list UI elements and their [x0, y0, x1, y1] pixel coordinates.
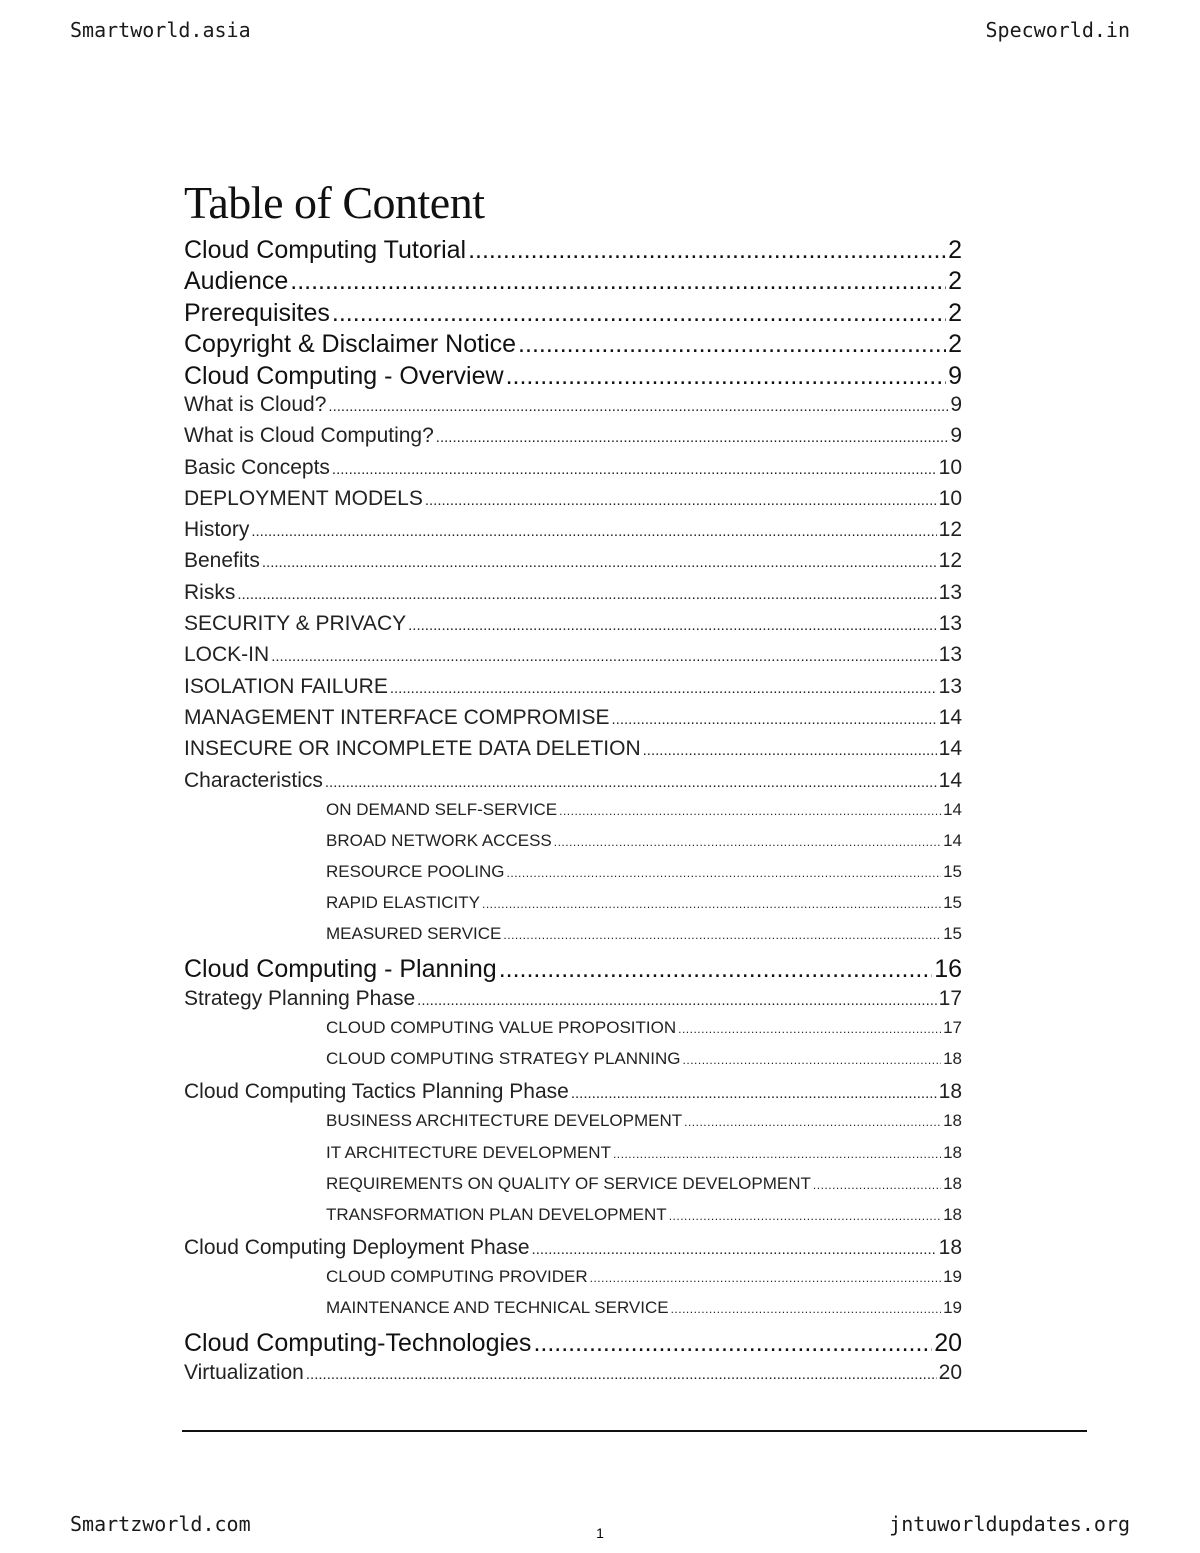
toc-entry-label: BROAD NETWORK ACCESS	[326, 830, 552, 850]
toc-entry-label: TRANSFORMATION PLAN DEVELOPMENT	[326, 1204, 667, 1224]
toc-entry-page: 18	[943, 1204, 962, 1224]
toc-entry-page: 18	[943, 1142, 962, 1162]
toc-leader-dots	[532, 1241, 937, 1258]
toc-entry-page: 10	[938, 486, 962, 510]
toc-entry-page: 12	[938, 518, 962, 542]
toc-entry-page: 18	[943, 1173, 962, 1193]
toc-leader-dots	[328, 398, 948, 415]
toc-entry[interactable]	[184, 518, 962, 549]
toc-entry-page: 14	[938, 768, 962, 792]
toc-entry-page: 17	[943, 1017, 962, 1037]
toc-entry-page: 9	[950, 392, 962, 416]
toc-entry-page: 15	[943, 893, 962, 913]
toc-leader-dots	[425, 492, 937, 509]
toc-entry[interactable]	[184, 893, 962, 924]
toc-leader-dots	[436, 429, 949, 446]
toc-entry-label: Copyright & Disclaimer Notice	[184, 330, 517, 359]
toc-entry-label: What is Cloud Computing?	[184, 424, 434, 448]
toc-leader-dots	[590, 1271, 941, 1285]
toc-leader-dots	[271, 648, 936, 665]
toc-leader-dots	[518, 330, 946, 359]
toc-leader-dots	[506, 362, 947, 391]
toc-leader-dots	[559, 804, 941, 818]
toc-leader-dots	[499, 955, 933, 984]
toc-leader-dots	[503, 928, 941, 942]
toc-entry[interactable]	[184, 706, 962, 737]
toc-entry[interactable]	[184, 769, 962, 800]
toc-entry[interactable]	[184, 737, 962, 768]
toc-entry[interactable]	[184, 643, 962, 674]
footer-left-site: Smartzworld.com	[70, 1512, 251, 1536]
toc-entry[interactable]	[184, 362, 962, 393]
toc-leader-dots	[507, 866, 942, 880]
toc-leader-dots	[290, 267, 946, 296]
toc-entry-page: 12	[938, 549, 962, 573]
toc-leader-dots	[262, 554, 937, 571]
toc-entry-label: SECURITY & PRIVACY	[184, 612, 407, 636]
toc-entry-page: 9	[948, 361, 962, 390]
toc-entry[interactable]	[184, 549, 962, 580]
toc-entry-page: 14	[943, 799, 962, 819]
toc-entry-label: INSECURE OR INCOMPLETE DATA DELETION	[184, 737, 641, 761]
toc-entry-label: ISOLATION FAILURE	[184, 674, 388, 698]
toc-entry-page: 18	[938, 1235, 962, 1259]
toc-entry-label: Cloud Computing-Technologies	[184, 1329, 532, 1358]
toc-entry-page: 2	[948, 236, 962, 264]
toc-entry-page: 14	[943, 830, 962, 850]
toc-entry[interactable]	[184, 393, 962, 424]
toc-leader-dots	[669, 1209, 941, 1223]
toc-entry[interactable]	[184, 800, 962, 831]
toc-entry-page: 18	[938, 1080, 962, 1104]
toc-entry[interactable]	[184, 487, 962, 518]
toc-entry-page: 20	[938, 1360, 962, 1384]
toc-entry-page: 13	[938, 580, 962, 604]
toc-entry-label: Cloud Computing - Planning	[184, 955, 497, 984]
toc-entry-page: 10	[938, 455, 962, 479]
toc-leader-dots	[325, 774, 937, 791]
toc-entry[interactable]	[184, 987, 962, 1018]
toc-entry[interactable]	[184, 330, 962, 361]
toc-leader-dots	[306, 1366, 937, 1383]
toc-entry[interactable]	[184, 1298, 962, 1329]
toc-entry-page: 14	[938, 737, 962, 761]
toc-leader-dots	[813, 1178, 941, 1192]
toc-entry[interactable]	[184, 1143, 962, 1174]
toc-entry-label: BUSINESS ARCHITECTURE DEVELOPMENT	[326, 1111, 683, 1131]
footer-right-site: jntuworldupdates.org	[889, 1512, 1130, 1536]
toc-entry-label: Cloud Computing Tactics Planning Phase	[184, 1080, 569, 1104]
toc-entry-label: IT ARCHITECTURE DEVELOPMENT	[326, 1142, 611, 1162]
toc-entry-label: Risks	[184, 580, 236, 604]
toc-entry[interactable]	[184, 924, 962, 955]
toc-entry-label: Basic Concepts	[184, 455, 330, 479]
toc-entry-label: RAPID ELASTICITY	[326, 893, 480, 913]
toc-entry-label: CLOUD COMPUTING VALUE PROPOSITION	[326, 1017, 677, 1037]
toc-entry-label: Strategy Planning Phase	[184, 986, 416, 1010]
toc-entry-label: RESOURCE POOLING	[326, 862, 505, 881]
toc-entry-page: 13	[938, 674, 962, 698]
header-right-site: Specworld.in	[985, 18, 1130, 42]
toc-entry-label: Virtualization	[184, 1360, 304, 1384]
toc-entry-label: Characteristics	[184, 768, 323, 792]
toc-entry-page: 18	[943, 1049, 962, 1069]
toc-entry-label: Cloud Computing Tutorial	[184, 236, 467, 264]
toc-entry[interactable]	[184, 612, 962, 643]
toc-leader-dots	[237, 586, 936, 603]
toc-leader-dots	[554, 835, 941, 849]
toc-entry-page: 15	[943, 862, 962, 881]
toc-entry-page: 2	[948, 298, 962, 327]
toc-entry[interactable]	[184, 236, 962, 267]
toc-entry-page: 13	[938, 643, 962, 667]
toc-entry[interactable]	[184, 424, 962, 455]
toc-leader-dots	[684, 1115, 941, 1129]
toc-leader-dots	[612, 711, 937, 728]
toc-entry-page: 16	[934, 955, 962, 984]
toc-entry[interactable]	[184, 955, 962, 986]
toc-leader-dots	[671, 1302, 941, 1316]
toc-entry-label: Prerequisites	[184, 298, 330, 327]
toc-leader-dots	[408, 617, 937, 634]
toc-entry-label: Cloud Computing - Overview	[184, 361, 504, 390]
toc-leader-dots	[571, 1085, 937, 1102]
toc-entry[interactable]	[184, 1361, 962, 1392]
toc-entry[interactable]	[184, 1080, 962, 1111]
toc-entry-label: MEASURED SERVICE	[326, 924, 502, 944]
toc-entry[interactable]	[184, 1236, 962, 1267]
divider-rule	[182, 1430, 1087, 1432]
toc-entry-page: 9	[950, 424, 962, 448]
toc-entry-page: 15	[943, 924, 962, 944]
toc-leader-dots	[678, 1022, 941, 1036]
toc-entry-page: 20	[934, 1329, 962, 1358]
toc-entry[interactable]	[184, 1174, 962, 1205]
toc-entry-page: 19	[943, 1267, 962, 1287]
toc-entry-label: MAINTENANCE AND TECHNICAL SERVICE	[326, 1298, 669, 1318]
toc-entry-label: Cloud Computing Deployment Phase	[184, 1235, 530, 1259]
toc-entry[interactable]	[184, 1205, 962, 1236]
toc-leader-dots	[390, 680, 937, 697]
toc-entry[interactable]	[184, 1267, 962, 1298]
toc-entry-label: MANAGEMENT INTERFACE COMPROMISE	[184, 705, 610, 729]
toc-leader-dots	[613, 1147, 941, 1161]
toc-entry-label: DEPLOYMENT MODELS	[184, 486, 423, 510]
toc-entry[interactable]	[184, 299, 962, 330]
toc-entry[interactable]	[184, 1111, 962, 1142]
toc-entry-page: 19	[943, 1298, 962, 1318]
table-of-contents	[184, 236, 962, 1392]
toc-entry-page: 2	[948, 267, 962, 296]
toc-leader-dots	[332, 299, 946, 328]
toc-leader-dots	[643, 742, 937, 759]
toc-entry[interactable]	[184, 456, 962, 487]
page-title: Table of Content	[184, 177, 485, 228]
toc-entry-page: 13	[938, 612, 962, 636]
toc-entry[interactable]	[184, 862, 962, 893]
toc-entry-label: History	[184, 518, 250, 542]
toc-entry-label: REQUIREMENTS ON QUALITY OF SERVICE DEVELOPMENT	[326, 1173, 811, 1193]
toc-entry-label: What is Cloud?	[184, 392, 327, 416]
toc-entry-label: Audience	[184, 267, 289, 296]
toc-entry-page: 14	[938, 705, 962, 729]
toc-entry[interactable]	[184, 1018, 962, 1049]
toc-leader-dots	[468, 236, 946, 265]
toc-entry[interactable]	[184, 267, 962, 298]
toc-entry[interactable]	[184, 1049, 962, 1080]
toc-entry-label: Benefits	[184, 549, 260, 573]
toc-leader-dots	[417, 992, 936, 1009]
toc-entry-label: ON DEMAND SELF-SERVICE	[326, 799, 558, 819]
toc-entry-label: LOCK-IN	[184, 643, 270, 667]
toc-entry[interactable]	[184, 831, 962, 862]
toc-entry-label: CLOUD COMPUTING PROVIDER	[326, 1267, 588, 1287]
toc-entry[interactable]	[184, 1329, 962, 1360]
toc-leader-dots	[482, 897, 941, 911]
toc-leader-dots	[251, 523, 936, 540]
page-number: 1	[596, 1525, 604, 1541]
toc-entry-page: 18	[943, 1111, 962, 1131]
toc-entry[interactable]	[184, 675, 962, 706]
toc-entry-label: CLOUD COMPUTING STRATEGY PLANNING	[326, 1049, 681, 1069]
toc-entry[interactable]	[184, 581, 962, 612]
toc-entry-page: 17	[938, 986, 962, 1010]
toc-leader-dots	[533, 1329, 932, 1358]
toc-entry-page: 2	[948, 330, 962, 359]
header-left-site: Smartworld.asia	[70, 18, 251, 42]
toc-leader-dots	[683, 1053, 942, 1067]
toc-leader-dots	[332, 461, 937, 478]
